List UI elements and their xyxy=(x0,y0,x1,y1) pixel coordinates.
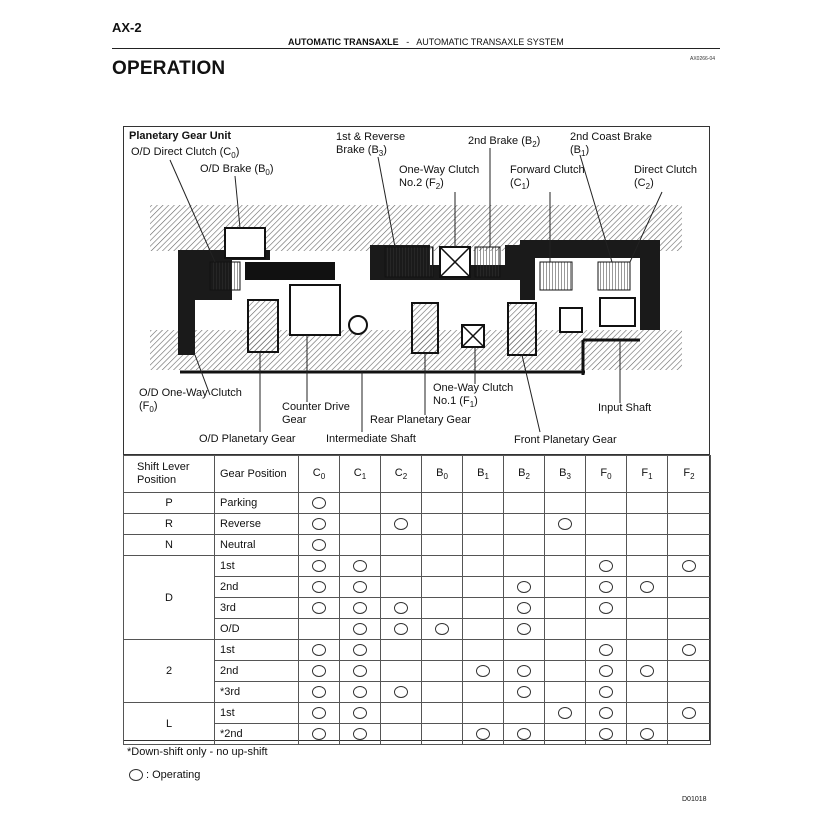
coast-brake xyxy=(600,298,635,326)
gear-position-cell: O/D xyxy=(215,619,299,640)
operation-cell xyxy=(463,535,504,556)
operation-cell xyxy=(504,640,545,661)
gear-position-cell: Parking xyxy=(215,493,299,514)
operation-cell xyxy=(627,493,668,514)
operating-circle-icon xyxy=(517,602,531,614)
operating-circle-icon xyxy=(517,686,531,698)
table-header-row xyxy=(124,456,711,493)
operation-cell xyxy=(381,535,422,556)
operation-cell xyxy=(340,682,381,703)
od-planetary xyxy=(248,300,278,352)
operation-cell xyxy=(586,640,627,661)
operating-circle-icon xyxy=(394,602,408,614)
operation-cell xyxy=(545,682,586,703)
operating-circle-icon xyxy=(558,707,572,719)
operation-cell xyxy=(422,724,463,745)
operation-cell xyxy=(504,682,545,703)
operation-table xyxy=(123,455,711,745)
header-element: $F_0$ xyxy=(586,456,627,493)
header-element: $F_1$ xyxy=(627,456,668,493)
operation-cell xyxy=(545,703,586,724)
gear-position-cell: 2nd xyxy=(215,661,299,682)
operation-cell xyxy=(299,556,340,577)
label-forward-clutch: Forward Clutch $(C_1)$ xyxy=(510,164,585,192)
operation-cell xyxy=(299,724,340,745)
operating-circle-icon xyxy=(682,644,696,656)
operating-circle-icon xyxy=(558,518,572,530)
operation-cell xyxy=(299,661,340,682)
label-second-coast-brake: 2nd Coast Brake $(B_1)$ xyxy=(570,131,652,159)
operation-cell xyxy=(668,640,711,661)
operating-circle-icon xyxy=(312,665,326,677)
operation-cell xyxy=(545,556,586,577)
label-od-one-way-clutch: O/D One-Way Clutch $(F_0)$ xyxy=(139,387,242,415)
operation-cell xyxy=(463,619,504,640)
shift-lever-cell: R xyxy=(124,514,215,535)
operation-cell xyxy=(340,724,381,745)
operating-circle-icon xyxy=(312,539,326,551)
operation-cell xyxy=(586,703,627,724)
operation-cell xyxy=(381,598,422,619)
operating-circle-icon xyxy=(599,581,613,593)
header-element: $B_1$ xyxy=(463,456,504,493)
operation-cell xyxy=(627,619,668,640)
label-counter-drive-gear: Counter Drive Gear xyxy=(282,401,350,426)
operating-circle-icon xyxy=(517,665,531,677)
operation-cell xyxy=(545,577,586,598)
operating-circle-icon xyxy=(394,623,408,635)
gear-position-cell: 2nd xyxy=(215,577,299,598)
rear-planetary xyxy=(412,303,438,353)
header-element: $B_3$ xyxy=(545,456,586,493)
operation-cell xyxy=(381,577,422,598)
header-element: $B_0$ xyxy=(422,456,463,493)
operating-circle-icon xyxy=(682,707,696,719)
operation-cell xyxy=(299,598,340,619)
operating-circle-icon xyxy=(640,665,654,677)
operation-cell xyxy=(627,661,668,682)
operation-cell xyxy=(340,619,381,640)
operating-circle-icon xyxy=(599,602,613,614)
table-row xyxy=(124,556,711,577)
operation-cell xyxy=(381,640,422,661)
operation-cell xyxy=(299,703,340,724)
operation-cell xyxy=(627,640,668,661)
operation-cell xyxy=(504,703,545,724)
operating-circle-icon xyxy=(353,707,367,719)
table-row xyxy=(124,535,711,556)
od-clutch-plates xyxy=(210,262,240,290)
operation-cell xyxy=(463,514,504,535)
header-element: $B_2$ xyxy=(504,456,545,493)
operation-cell xyxy=(381,556,422,577)
operation-cell xyxy=(668,619,711,640)
operation-cell xyxy=(668,556,711,577)
header-element: $F_2$ xyxy=(668,456,711,493)
operation-cell xyxy=(299,682,340,703)
operation-cell xyxy=(627,556,668,577)
operation-cell xyxy=(668,493,711,514)
operation-cell xyxy=(545,493,586,514)
operating-circle-icon xyxy=(312,644,326,656)
operation-cell xyxy=(545,514,586,535)
operation-cell xyxy=(504,577,545,598)
operation-cell xyxy=(668,682,711,703)
operation-cell xyxy=(504,493,545,514)
operating-circle-icon xyxy=(476,665,490,677)
clutch-piston xyxy=(560,308,582,332)
operation-cell xyxy=(668,577,711,598)
operation-cell xyxy=(299,619,340,640)
operation-cell xyxy=(504,619,545,640)
operation-cell xyxy=(545,724,586,745)
operating-circle-icon xyxy=(353,686,367,698)
gear-position-cell: *3rd xyxy=(215,682,299,703)
label-direct-clutch: Direct Clutch $(C_2)$ xyxy=(634,164,697,192)
operation-cell xyxy=(627,703,668,724)
operating-circle-icon xyxy=(435,623,449,635)
operation-cell xyxy=(586,556,627,577)
operating-circle-icon xyxy=(312,581,326,593)
label-first-reverse-brake: 1st & Reverse Brake $(B_3)$ xyxy=(336,131,406,159)
operation-cell xyxy=(463,640,504,661)
label-od-planetary-gear: O/D Planetary Gear xyxy=(199,433,296,445)
operation-cell xyxy=(422,598,463,619)
operation-cell xyxy=(340,556,381,577)
operating-circle-icon xyxy=(599,665,613,677)
operation-cell xyxy=(668,535,711,556)
label-intermediate-shaft: Intermediate Shaft xyxy=(326,433,416,445)
operation-cell xyxy=(627,598,668,619)
operation-cell xyxy=(586,514,627,535)
operating-circle-icon xyxy=(517,581,531,593)
operation-cell xyxy=(340,493,381,514)
operation-cell xyxy=(340,598,381,619)
bearing xyxy=(349,316,367,334)
operation-cell xyxy=(586,682,627,703)
gear-position-cell: Neutral xyxy=(215,535,299,556)
operating-circle-icon xyxy=(599,686,613,698)
operation-cell xyxy=(422,493,463,514)
operation-cell xyxy=(381,682,422,703)
gear-position-cell: Reverse xyxy=(215,514,299,535)
header-element: $C_1$ xyxy=(340,456,381,493)
operation-cell xyxy=(627,682,668,703)
header-gear-position: Gear Position xyxy=(215,456,299,493)
operation-cell xyxy=(504,724,545,745)
operating-circle-icon xyxy=(353,602,367,614)
operation-cell xyxy=(422,514,463,535)
operation-cell xyxy=(463,703,504,724)
operating-circle-icon xyxy=(599,728,613,740)
operating-circle-icon xyxy=(129,769,143,781)
section-separator: - xyxy=(406,37,410,47)
operation-cell xyxy=(545,619,586,640)
operating-circle-icon xyxy=(353,728,367,740)
operation-cell xyxy=(381,514,422,535)
downshift-note: *Down-shift only - no up-shift xyxy=(127,746,268,758)
label-second-brake: 2nd Brake $(B_2)$ xyxy=(468,135,541,150)
operation-cell xyxy=(586,493,627,514)
operation-cell xyxy=(586,598,627,619)
label-input-shaft: Input Shaft xyxy=(598,402,652,414)
operation-cell xyxy=(463,724,504,745)
counter-drive-gear xyxy=(290,285,340,335)
operating-circle-icon xyxy=(476,728,490,740)
operating-circle-icon xyxy=(353,581,367,593)
label-rear-planetary-gear: Rear Planetary Gear xyxy=(370,414,471,426)
operation-cell xyxy=(381,493,422,514)
operating-circle-icon xyxy=(599,560,613,572)
operation-cell xyxy=(299,514,340,535)
operating-circle-icon xyxy=(640,581,654,593)
operation-cell xyxy=(340,577,381,598)
operation-cell xyxy=(340,703,381,724)
operation-cell xyxy=(463,556,504,577)
operation-cell xyxy=(422,640,463,661)
table-row xyxy=(124,493,711,514)
header-element: $C_2$ xyxy=(381,456,422,493)
operation-cell xyxy=(668,724,711,745)
label-front-planetary-gear: Front Planetary Gear xyxy=(514,434,617,446)
figure-code: D01018 xyxy=(682,796,707,803)
header-element: $C_0$ xyxy=(299,456,340,493)
section-sub: AUTOMATIC TRANSAXLE SYSTEM xyxy=(416,37,564,47)
diagram-heading: Planetary Gear Unit xyxy=(129,130,232,142)
operation-cell xyxy=(340,640,381,661)
operation-cell xyxy=(422,682,463,703)
operating-circle-icon xyxy=(517,728,531,740)
operating-circle-icon xyxy=(312,707,326,719)
operation-cell xyxy=(299,640,340,661)
operation-cell xyxy=(381,724,422,745)
legend-text: : Operating xyxy=(146,769,201,781)
operation-cell xyxy=(299,577,340,598)
operation-cell xyxy=(627,724,668,745)
shift-lever-cell: N xyxy=(124,535,215,556)
table-row xyxy=(124,514,711,535)
operation-cell xyxy=(545,661,586,682)
shift-lever-cell: 2 xyxy=(124,640,215,703)
gear-position-cell: 1st xyxy=(215,640,299,661)
operation-cell xyxy=(340,661,381,682)
header-shift-lever: Shift Lever Position xyxy=(124,456,215,493)
operation-cell xyxy=(463,493,504,514)
page-title: OPERATION xyxy=(112,58,226,79)
shift-lever-cell: D xyxy=(124,556,215,640)
operation-cell xyxy=(586,535,627,556)
page-id: AX-2 xyxy=(112,20,142,35)
operation-cell xyxy=(545,598,586,619)
od-brake-drum xyxy=(245,262,335,280)
operation-cell xyxy=(504,661,545,682)
operation-cell xyxy=(627,577,668,598)
operation-cell xyxy=(381,703,422,724)
operation-cell xyxy=(463,577,504,598)
operating-circle-icon xyxy=(353,560,367,572)
operating-circle-icon xyxy=(312,686,326,698)
gear-position-cell: 1st xyxy=(215,703,299,724)
table-row xyxy=(124,640,711,661)
operation-cell xyxy=(422,535,463,556)
operating-circle-icon xyxy=(394,686,408,698)
operating-circle-icon xyxy=(312,560,326,572)
od-direct-clutch-housing xyxy=(225,228,265,258)
label-od-direct-clutch: O/D Direct Clutch $(C_0)$ xyxy=(131,146,240,161)
operating-circle-icon xyxy=(353,623,367,635)
operating-circle-icon xyxy=(640,728,654,740)
operation-cell xyxy=(422,703,463,724)
ref-code: AX0266-04 xyxy=(690,56,716,62)
front-planetary xyxy=(508,303,536,355)
forward-clutch-plates xyxy=(540,262,572,290)
operating-circle-icon xyxy=(394,518,408,530)
operation-cell xyxy=(504,556,545,577)
operation-cell xyxy=(422,661,463,682)
operation-cell xyxy=(586,724,627,745)
operating-circle-icon xyxy=(599,644,613,656)
shift-lever-cell: L xyxy=(124,703,215,745)
operation-cell xyxy=(299,535,340,556)
operation-cell xyxy=(381,619,422,640)
operating-circle-icon xyxy=(682,560,696,572)
operating-circle-icon xyxy=(599,707,613,719)
shift-lever-cell: P xyxy=(124,493,215,514)
operation-cell xyxy=(586,619,627,640)
label-one-way-clutch-1: One-Way Clutch No.1 $(F_1)$ xyxy=(433,382,514,410)
table-row xyxy=(124,703,711,724)
first-reverse-brake-plates xyxy=(385,247,433,277)
operation-cell xyxy=(381,661,422,682)
operation-cell xyxy=(422,556,463,577)
operation-cell xyxy=(586,661,627,682)
operation-cell xyxy=(463,598,504,619)
operating-circle-icon xyxy=(312,518,326,530)
operation-cell xyxy=(340,514,381,535)
operating-circle-icon xyxy=(353,665,367,677)
operation-cell xyxy=(627,535,668,556)
operation-cell xyxy=(668,703,711,724)
operation-cell xyxy=(340,535,381,556)
operation-cell xyxy=(668,661,711,682)
operating-circle-icon xyxy=(312,497,326,509)
label-od-brake: O/D Brake $(B_0)$ xyxy=(200,163,274,178)
operation-cell xyxy=(299,493,340,514)
gear-position-cell: 3rd xyxy=(215,598,299,619)
operation-cell xyxy=(422,577,463,598)
direct-clutch-plates xyxy=(598,262,630,290)
second-brake-plates xyxy=(475,247,500,277)
operation-cell xyxy=(627,514,668,535)
operating-circle-icon xyxy=(517,623,531,635)
operation-cell xyxy=(504,535,545,556)
operation-cell xyxy=(463,661,504,682)
gear-position-cell: *2nd xyxy=(215,724,299,745)
label-one-way-clutch-2: One-Way Clutch No.2 $(F_2)$ xyxy=(399,164,480,192)
legend xyxy=(129,769,200,781)
operation-cell xyxy=(463,682,504,703)
operation-cell xyxy=(422,619,463,640)
operating-circle-icon xyxy=(312,602,326,614)
operating-circle-icon xyxy=(353,644,367,656)
operation-cell xyxy=(545,640,586,661)
operation-cell xyxy=(668,514,711,535)
gear-position-cell: 1st xyxy=(215,556,299,577)
operation-cell xyxy=(545,535,586,556)
operating-circle-icon xyxy=(312,728,326,740)
operation-cell xyxy=(668,598,711,619)
operation-cell xyxy=(504,514,545,535)
operation-cell xyxy=(504,598,545,619)
operation-cell xyxy=(586,577,627,598)
section-main: AUTOMATIC TRANSAXLE xyxy=(288,37,399,47)
